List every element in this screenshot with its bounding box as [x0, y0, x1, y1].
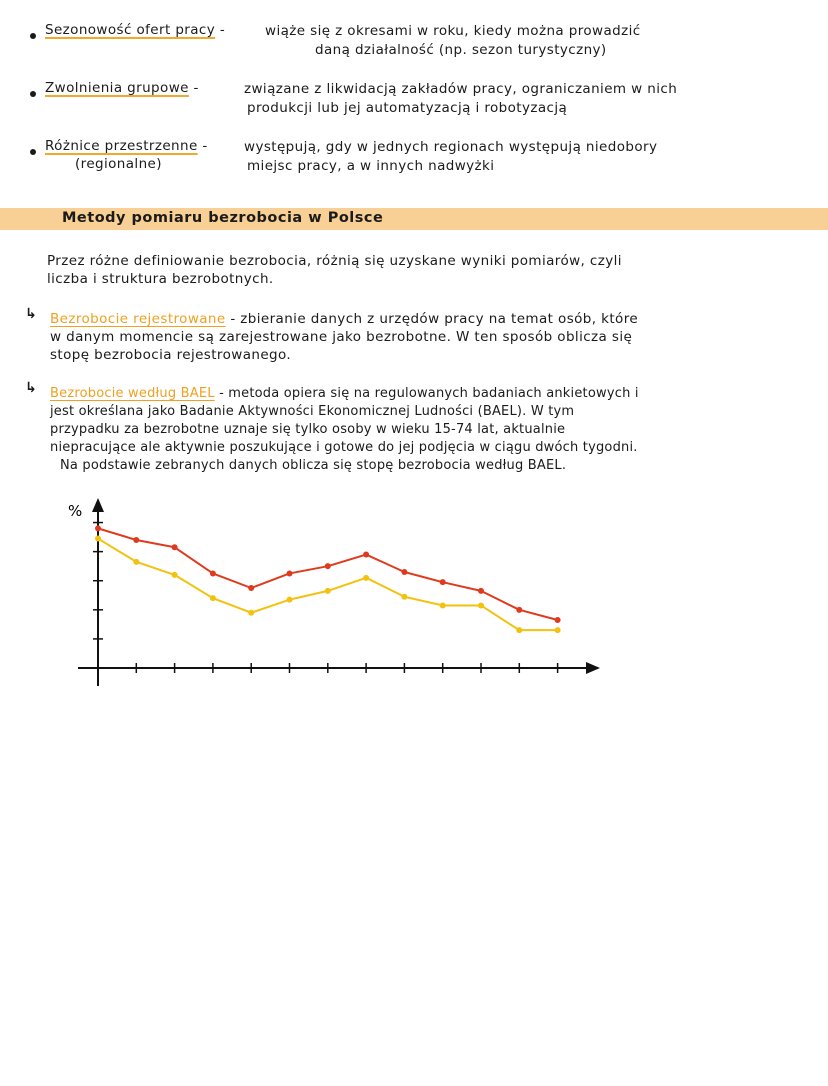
series-line: [98, 539, 558, 631]
arrow-icon: ↳: [25, 380, 37, 396]
data-point: [516, 607, 522, 613]
term-dash: -: [193, 80, 199, 96]
desc-line: związane z likwidacją zakładów pracy, ograniczaniem w nich: [244, 81, 678, 97]
data-point: [133, 559, 139, 565]
data-point: [133, 537, 139, 543]
y-axis-label: %: [68, 502, 83, 520]
desc-line: występują, gdy w jednych regionach występują niedobory: [244, 139, 658, 155]
method-line: przypadku za bezrobotne uznaje się tylko osoby w wieku 15-74 lat, aktualnie: [50, 422, 566, 437]
method-line: stopę bezrobocia rejestrowanego.: [50, 347, 292, 363]
data-point: [440, 579, 446, 585]
data-point: [401, 569, 407, 575]
bullet-dot: [30, 33, 36, 39]
term-dash: -: [219, 22, 226, 38]
unemployment-line-chart: [0, 490, 828, 720]
intro-line: liczba i struktura bezrobotnych.: [47, 271, 274, 287]
data-point: [401, 594, 407, 600]
data-point: [478, 588, 484, 594]
data-point: [210, 570, 216, 576]
method-line: niepracujące ale aktywnie poszukujące i gotowe do jej podjęcia w ciągu dwóch tygodni.: [50, 440, 638, 455]
method-first-line: - zbieranie danych z urzędów pracy na temat osób, które: [230, 311, 639, 327]
bullet-description: [244, 80, 677, 118]
data-point: [172, 572, 178, 578]
method-line: w danym momencie są zarejestrowane jako bezrobotne. W ten sposób oblicza się: [50, 329, 633, 345]
bullet-term: [45, 22, 225, 38]
data-point: [325, 588, 331, 594]
data-point: [555, 627, 561, 633]
method-block: [50, 385, 639, 475]
term-subtitle: (regionalne): [75, 156, 162, 172]
term-dash: -: [202, 138, 208, 154]
desc-line: daną działalność (np. sezon turystyczny): [315, 42, 607, 58]
term-text: Zwolnienia grupowe: [45, 80, 189, 96]
bullet-dot: [30, 149, 36, 155]
data-point: [95, 536, 101, 542]
arrow-icon: ↳: [25, 306, 37, 322]
data-point: [516, 627, 522, 633]
desc-line: wiąże się z okresami w roku, kiedy można prowadzić: [265, 23, 641, 39]
method-line: Na podstawie zebranych danych oblicza się stopę bezrobocia według BAEL.: [60, 458, 567, 473]
bullet-description: [265, 22, 641, 60]
desc-line: produkcji lub jej automatyzacją i robotyzacją: [247, 100, 568, 116]
data-point: [248, 585, 254, 591]
method-line: jest określana jako Badanie Aktywności Ekonomicznej Ludności (BAEL). W tym: [50, 404, 575, 419]
x-axis-arrow: [586, 662, 600, 674]
bullet-dot: [30, 91, 36, 97]
term-text: Różnice przestrzenne: [45, 138, 198, 154]
data-point: [478, 602, 484, 608]
data-point: [248, 610, 254, 616]
data-point: [440, 602, 446, 608]
method-title: Bezrobocie według BAEL: [50, 386, 215, 401]
data-point: [325, 563, 331, 569]
data-point: [172, 544, 178, 550]
method-block: [50, 310, 638, 364]
data-point: [555, 617, 561, 623]
intro-line: Przez różne definiowanie bezrobocia, różnią się uzyskane wyniki pomiarów, czyli: [47, 253, 622, 269]
bullet-description: [244, 138, 657, 176]
series-line: [98, 528, 558, 620]
bullet-term: [45, 138, 208, 172]
data-point: [95, 525, 101, 531]
desc-line: miejsc pracy, a w innych nadwyżki: [247, 158, 495, 174]
data-point: [210, 595, 216, 601]
data-point: [287, 570, 293, 576]
y-axis-arrow: [92, 498, 104, 512]
section-heading: Metody pomiaru bezrobocia w Polsce: [62, 210, 384, 226]
term-text: Sezonowość ofert pracy: [45, 22, 216, 38]
bullet-term: [45, 80, 199, 96]
data-point: [287, 597, 293, 603]
method-title: Bezrobocie rejestrowane: [50, 311, 226, 327]
intro-paragraph: [47, 252, 622, 288]
data-point: [363, 552, 369, 558]
data-point: [363, 575, 369, 581]
method-first-line: - metoda opiera się na regulowanych badaniach ankietowych i: [219, 386, 639, 401]
